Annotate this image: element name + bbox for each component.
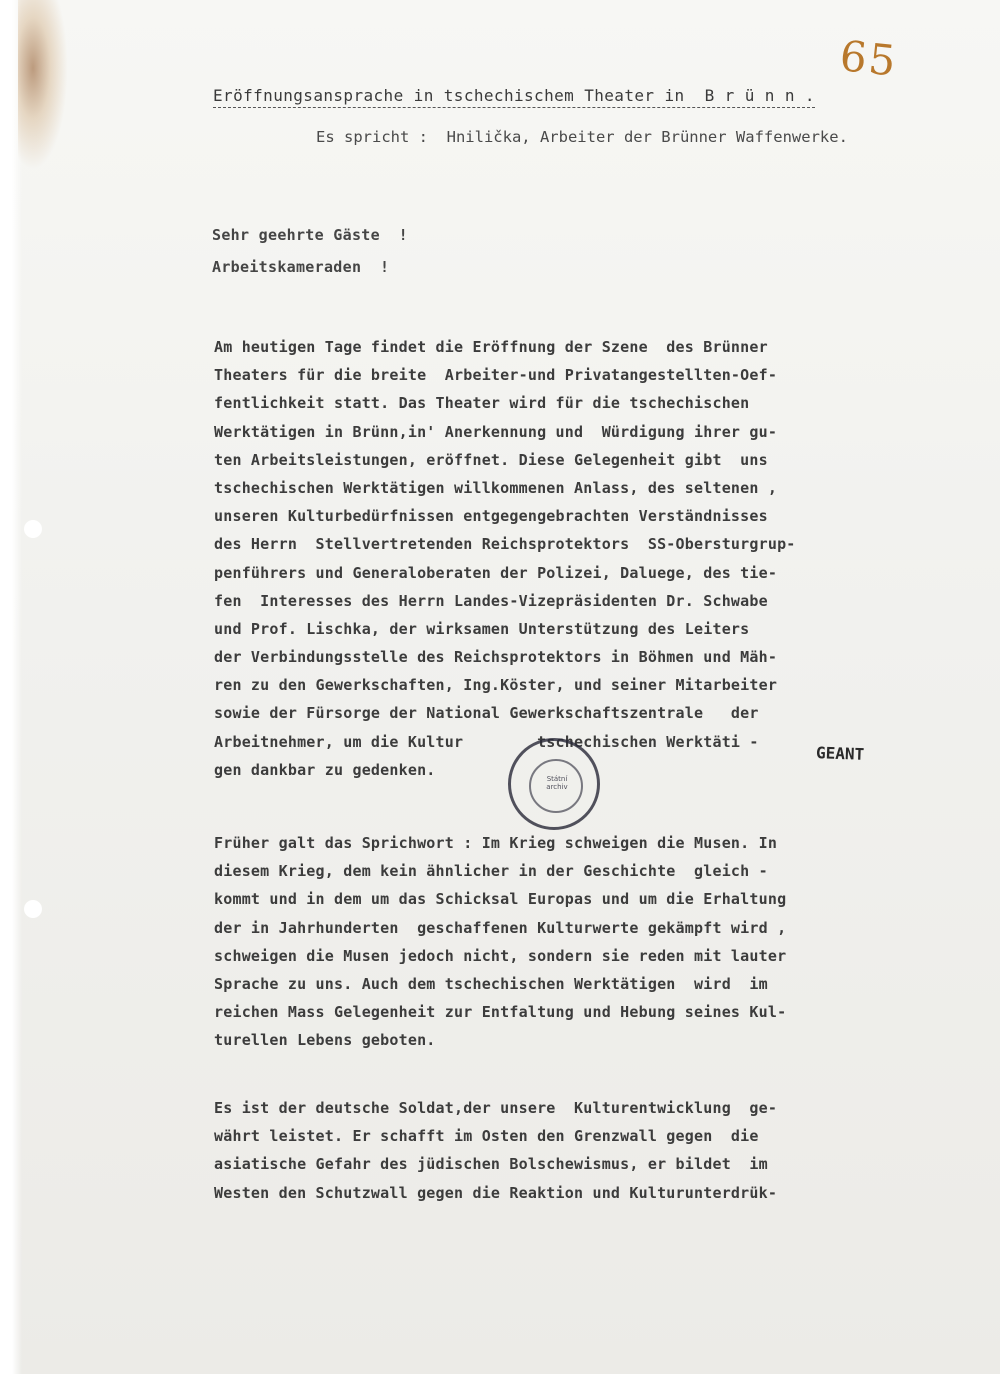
- burn-stain: [18, 0, 68, 170]
- page-left-margin: [0, 0, 22, 1374]
- text-line: der in Jahrhunderten geschaffenen Kulturwerte gekämpft wird ,: [214, 918, 787, 937]
- handwritten-page-number: 65: [837, 31, 900, 86]
- archive-stamp: [508, 738, 600, 830]
- speaker-line: Es spricht : Hnilička, Arbeiter der Brünner Waffenwerke.: [316, 128, 848, 146]
- text-line: Theaters für die breite Arbeiter-und Privatangestellten-Oef-: [214, 366, 778, 385]
- punch-hole: [24, 900, 42, 918]
- text-line: reichen Mass Gelegenheit zur Entfaltung und Hebung seines Kul-: [214, 1003, 787, 1022]
- text-line: des Herrn Stellvertretenden Reichsprotektors SS-Obersturgrup-: [214, 535, 796, 554]
- text-line: der Verbindungsstelle des Reichsprotektors in Böhmen und Mäh-: [214, 648, 778, 667]
- stamp-mark: GEANT: [815, 743, 865, 764]
- text-line: ten Arbeitsleistungen, eröffnet. Diese Gelegenheit gibt uns: [214, 450, 768, 469]
- paragraph-1: [214, 333, 914, 784]
- text-line: Westen den Schutzwall gegen die Reaktion und Kulturunterdrük-: [214, 1183, 778, 1202]
- text-line: Werktätigen in Brünn,in' Anerkennung und Würdigung ihrer gu-: [214, 422, 778, 441]
- text-line: ren zu den Gewerkschaften, Ing.Köster, und seiner Mitarbeiter: [214, 676, 778, 695]
- text-line: unseren Kulturbedürfnissen entgegengebrachten Verständnisses: [214, 507, 768, 526]
- salutation-line: Arbeitskameraden !: [212, 258, 390, 276]
- stamp-text: Státní archiv: [546, 775, 568, 791]
- text-line: Sprache zu uns. Auch dem tschechischen Werktätigen wird im: [214, 974, 768, 993]
- paragraph-3: [214, 1094, 914, 1207]
- text-line: asiatische Gefahr des jüdischen Bolschewismus, er bildet im: [214, 1155, 768, 1174]
- text-line: penführers und Generaloberaten der Polizei, Daluege, des tie-: [214, 563, 778, 582]
- paragraph-2: [214, 829, 914, 1055]
- text-line: Früher galt das Sprichwort : Im Krieg schweigen die Musen. In: [214, 834, 778, 852]
- text-line: und Prof. Lischka, der wirksamen Unterstützung des Leiters: [214, 619, 750, 638]
- text-line: Arbeitnehmer, um die Kultur tschechischen Werktäti -: [214, 732, 759, 751]
- text-line: fentlichkeit statt. Das Theater wird für die tschechischen: [214, 394, 750, 413]
- text-line: währt leistet. Er schafft im Osten den Grenzwall gegen die: [214, 1127, 759, 1146]
- text-line: Es ist der deutsche Soldat,der unsere Kulturentwicklung ge-: [214, 1099, 778, 1117]
- text-line: Am heutigen Tage findet die Eröffnung der Szene des Brünner: [214, 338, 768, 356]
- text-line: sowie der Fürsorge der National Gewerkschaftszentrale der: [214, 704, 759, 723]
- text-line: tschechischen Werktätigen willkommenen Anlass, des seltenen ,: [214, 478, 778, 497]
- text-line: schweigen die Musen jedoch nicht, sondern sie reden mit lauter: [214, 946, 787, 965]
- text-line: turellen Lebens geboten.: [214, 1031, 436, 1050]
- text-line: fen Interesses des Herrn Landes-Vizepräsidenten Dr. Schwabe: [214, 591, 768, 610]
- salutation-line: Sehr geehrte Gäste !: [212, 226, 408, 244]
- punch-hole: [24, 520, 42, 538]
- document-title: Eröffnungsansprache in tschechischem Theater in B r ü n n .: [213, 86, 815, 108]
- text-line: gen dankbar zu gedenken.: [214, 760, 436, 779]
- text-line: diesem Krieg, dem kein ähnlicher in der Geschichte gleich -: [214, 862, 768, 881]
- text-line: kommt und in dem um das Schicksal Europas und um die Erhaltung: [214, 890, 787, 909]
